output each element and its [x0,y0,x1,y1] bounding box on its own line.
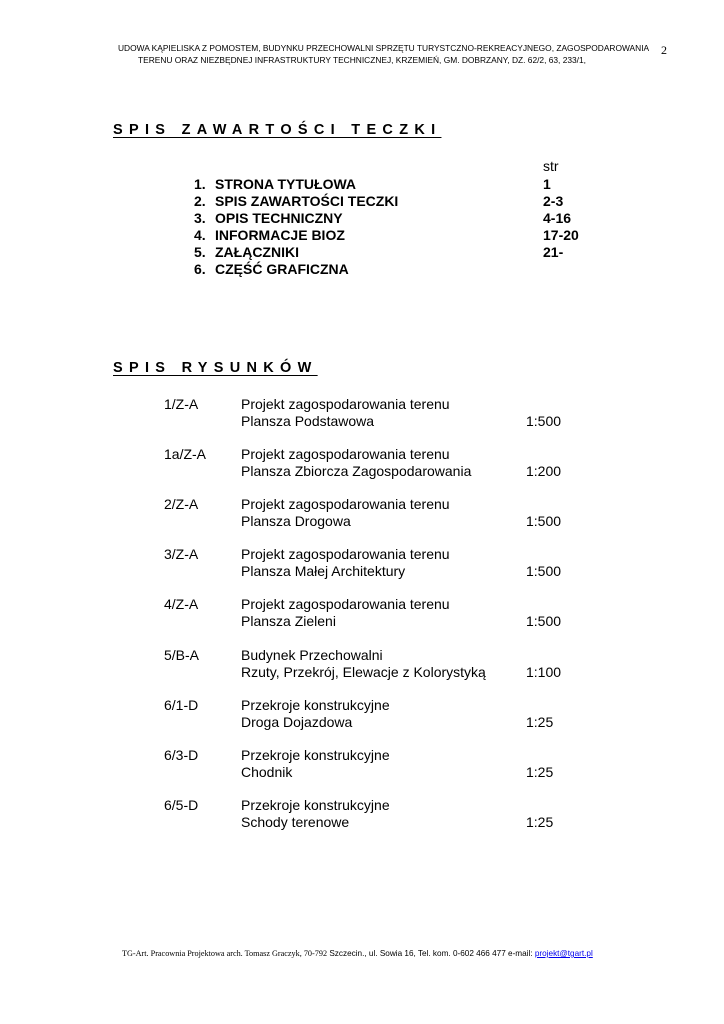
drawing-scale: 1:25 [526,764,554,780]
toc-item-number: 2. [194,193,206,209]
drawing-title: Przekroje konstrukcyjne [241,747,390,763]
drawing-scale: 1:100 [526,664,562,680]
toc-item-label: INFORMACJE BIOZ [215,227,345,243]
toc-item [194,176,594,193]
toc-item-number: 4. [194,227,206,243]
drawing-code: 1a/Z-A [164,446,207,462]
drawing-item [164,797,624,837]
drawing-item [164,446,624,486]
drawing-subtitle: Plansza Zbiorcza Zagospodarowania [241,463,472,479]
toc-item-pages: 21- [543,244,564,260]
drawing-item [164,546,624,586]
drawing-item [164,596,624,636]
drawing-item [164,647,624,687]
toc-item-pages: 2-3 [543,193,564,209]
toc-page-column-header: str [543,158,559,174]
drawing-subtitle: Plansza Zieleni [241,613,336,629]
drawing-title: Projekt zagospodarowania terenu [241,496,450,512]
toc-item [194,193,594,210]
drawing-scale: 1:25 [526,714,554,730]
drawing-subtitle: Plansza Małej Architektury [241,563,406,579]
drawing-subtitle: Schody terenowe [241,814,350,830]
toc-item-pages: 17-20 [543,227,579,243]
drawing-code: 3/Z-A [164,546,199,562]
drawing-subtitle: Chodnik [241,764,293,780]
drawing-scale: 1:200 [526,463,562,479]
toc-item-label: OPIS TECHNICZNY [215,210,343,226]
toc-item [194,244,594,261]
page-header [118,42,648,66]
drawing-item [164,697,624,737]
toc-title: SPIS ZAWARTOŚCI TECZKI [113,122,442,138]
drawing-code: 6/3-D [164,747,199,763]
toc-item-pages: 4-16 [543,210,572,226]
drawing-scale: 1:500 [526,513,562,529]
drawing-subtitle: Plansza Podstawowa [241,413,375,429]
toc-item [194,210,594,227]
drawing-title: Przekroje konstrukcyjne [241,797,390,813]
toc-item-pages: 1 [543,176,551,192]
drawing-subtitle: Droga Dojazdowa [241,714,353,730]
drawings-title: SPIS RYSUNKÓW [113,360,318,376]
drawing-item [164,747,624,787]
toc-item-number: 1. [194,176,206,192]
drawing-scale: 1:500 [526,613,562,629]
header-line-1: UDOWA KĄPIELISKA Z POMOSTEM, BUDYNKU PRZECHOWALNI SPRZĘTU TURYSTCZNO-REKREACYJNEGO, ZAGOSPODAROWANIA [118,43,650,53]
drawing-code: 1/Z-A [164,396,199,412]
footer-email-link[interactable]: projekt@tgart.pl [534,949,593,958]
drawing-title: Projekt zagospodarowania terenu [241,446,450,462]
toc-item-number: 3. [194,210,206,226]
toc-item-number: 6. [194,261,206,277]
drawing-scale: 1:25 [526,814,554,830]
drawing-code: 6/5-D [164,797,199,813]
page-footer [122,949,662,958]
toc-item [194,261,594,278]
drawing-title: Przekroje konstrukcyjne [241,697,390,713]
drawing-title: Budynek Przechowalni [241,647,383,663]
drawing-item [164,496,624,536]
drawing-title: Projekt zagospodarowania terenu [241,596,450,612]
toc-item [194,227,594,244]
drawing-subtitle: Rzuty, Przekrój, Elewacje z Kolorystyką [241,664,486,680]
drawing-subtitle: Plansza Drogowa [241,513,351,529]
toc-item-label: CZĘŚĆ GRAFICZNA [215,261,349,277]
footer-address: Szczecin., ul. Sowia 16, Tel. kom. 0-602 466 477 e-mail: [327,949,535,958]
drawing-code: 2/Z-A [164,496,199,512]
toc-item-number: 5. [194,244,206,260]
drawing-title: Projekt zagospodarowania terenu [241,396,450,412]
toc-item-label: SPIS ZAWARTOŚCI TECZKI [215,193,399,209]
footer-firm: TG-Art. Pracownia Projektowa arch. Tomasz Graczyk, 70-792 [122,949,328,958]
drawing-scale: 1:500 [526,563,562,579]
page-number: 2 [661,43,667,57]
header-line-2: TERENU ORAZ NIEZBĘDNEJ INFRASTRUKTURY TECHNICZNEJ, KRZEMIEŃ, GM. DOBRZANY, DZ. 62/2, 63, 233/1, [138,55,586,65]
drawing-code: 5/B-A [164,647,200,663]
drawing-code: 4/Z-A [164,596,199,612]
drawing-item [164,396,624,436]
drawing-scale: 1:500 [526,413,562,429]
drawing-code: 6/1-D [164,697,199,713]
drawing-title: Projekt zagospodarowania terenu [241,546,450,562]
toc-item-label: ZAŁĄCZNIKI [215,244,299,260]
toc-item-label: STRONA TYTUŁOWA [215,176,357,192]
